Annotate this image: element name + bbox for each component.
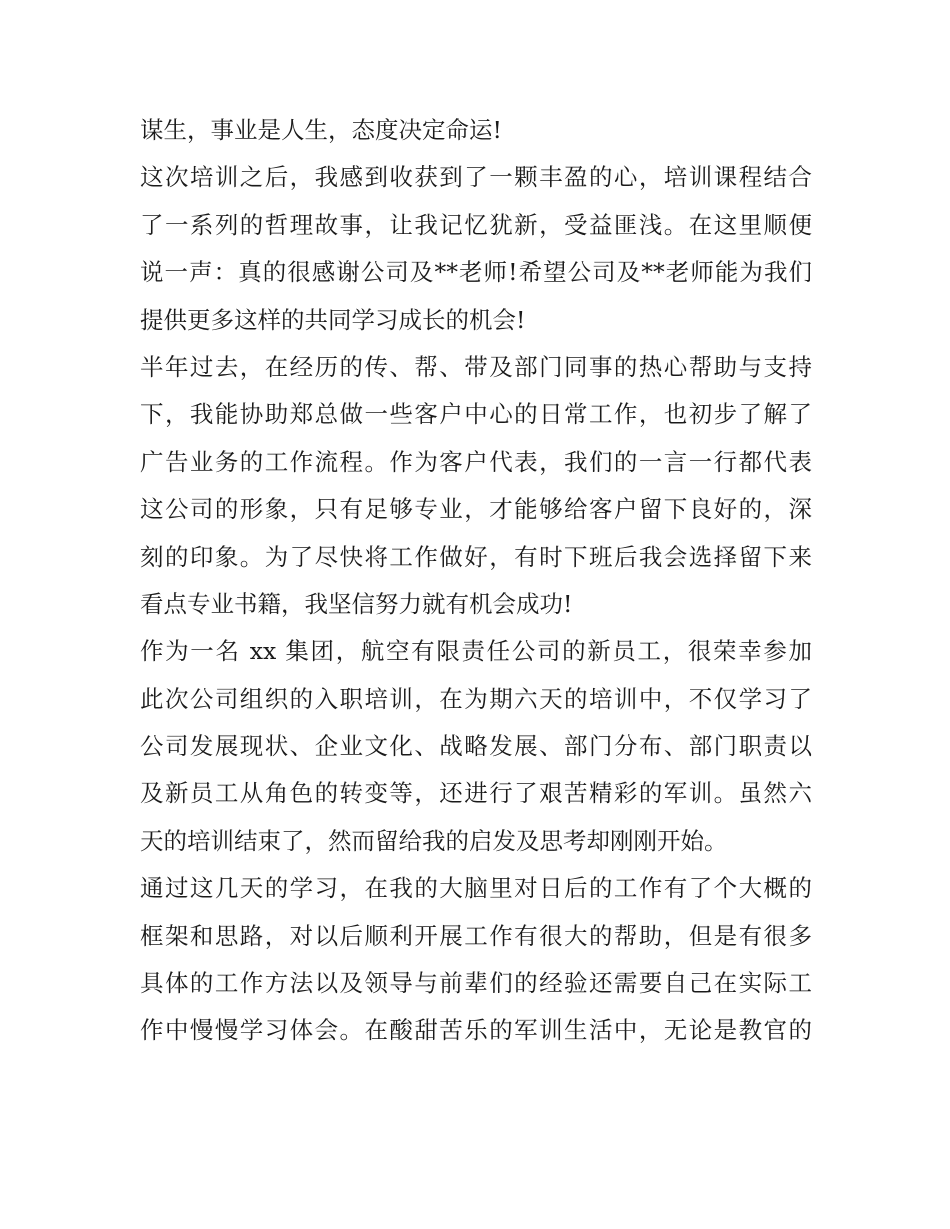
text-line: 提供更多这样的共同学习成长的机会!: [140, 305, 526, 334]
text-line: 作中慢慢学习体会。在酸甜苦乐的军训生活中，无论是教官的: [140, 1016, 812, 1045]
text-line: 刻的印象。为了尽快将工作做好，有时下班后我会选择留下来: [140, 542, 812, 571]
paragraph: [140, 628, 812, 865]
text-line: 通过这几天的学习，在我的大脑里对日后的工作有了个大概的: [140, 874, 812, 903]
paragraph: [140, 865, 812, 1055]
text-line: 这次培训之后，我感到收获到了一颗丰盈的心，培训课程结合: [140, 163, 812, 192]
text-line: 下，我能协助郑总做一些客户中心的日常工作，也初步了解了: [140, 400, 812, 429]
text-line: 此次公司组织的入职培训，在为期六天的培训中，不仅学习了: [140, 684, 812, 713]
text-line: 公司发展现状、企业文化、战略发展、部门分布、部门职责以: [140, 732, 812, 761]
text-line: 广告业务的工作流程。作为客户代表，我们的一言一行都代表: [140, 447, 812, 476]
text-line: 说一声：真的很感谢公司及**老师!希望公司及**老师能为我们: [140, 258, 812, 287]
text-line: 半年过去，在经历的传、帮、带及部门同事的热心帮助与支持: [140, 352, 812, 381]
paragraph: [140, 107, 812, 154]
text-line: 看点专业书籍，我坚信努力就有机会成功!: [140, 589, 573, 618]
paragraph: [140, 154, 812, 344]
text-line: 谋生，事业是人生，态度决定命运!: [140, 116, 502, 144]
text-line: 具体的工作方法以及领导与前辈们的经验还需要自己在实际工: [140, 969, 812, 998]
text-line: 作为一名 xx 集团，航空有限责任公司的新员工，很荣幸参加: [140, 637, 812, 666]
document-body: [140, 107, 812, 1055]
text-line: 及新员工从角色的转变等，还进行了艰苦精彩的军训。虽然六: [140, 779, 812, 808]
text-line: 天的培训结束了，然而留给我的启发及思考却刚刚开始。: [140, 826, 728, 855]
text-line: 了一系列的哲理故事，让我记忆犹新，受益匪浅。在这里顺便: [140, 210, 812, 239]
text-line: 框架和思路，对以后顺利开展工作有很大的帮助，但是有很多: [140, 921, 812, 950]
text-line: 这公司的形象，只有足够专业，才能够给客户留下良好的，深: [140, 495, 812, 524]
paragraph: [140, 344, 812, 628]
